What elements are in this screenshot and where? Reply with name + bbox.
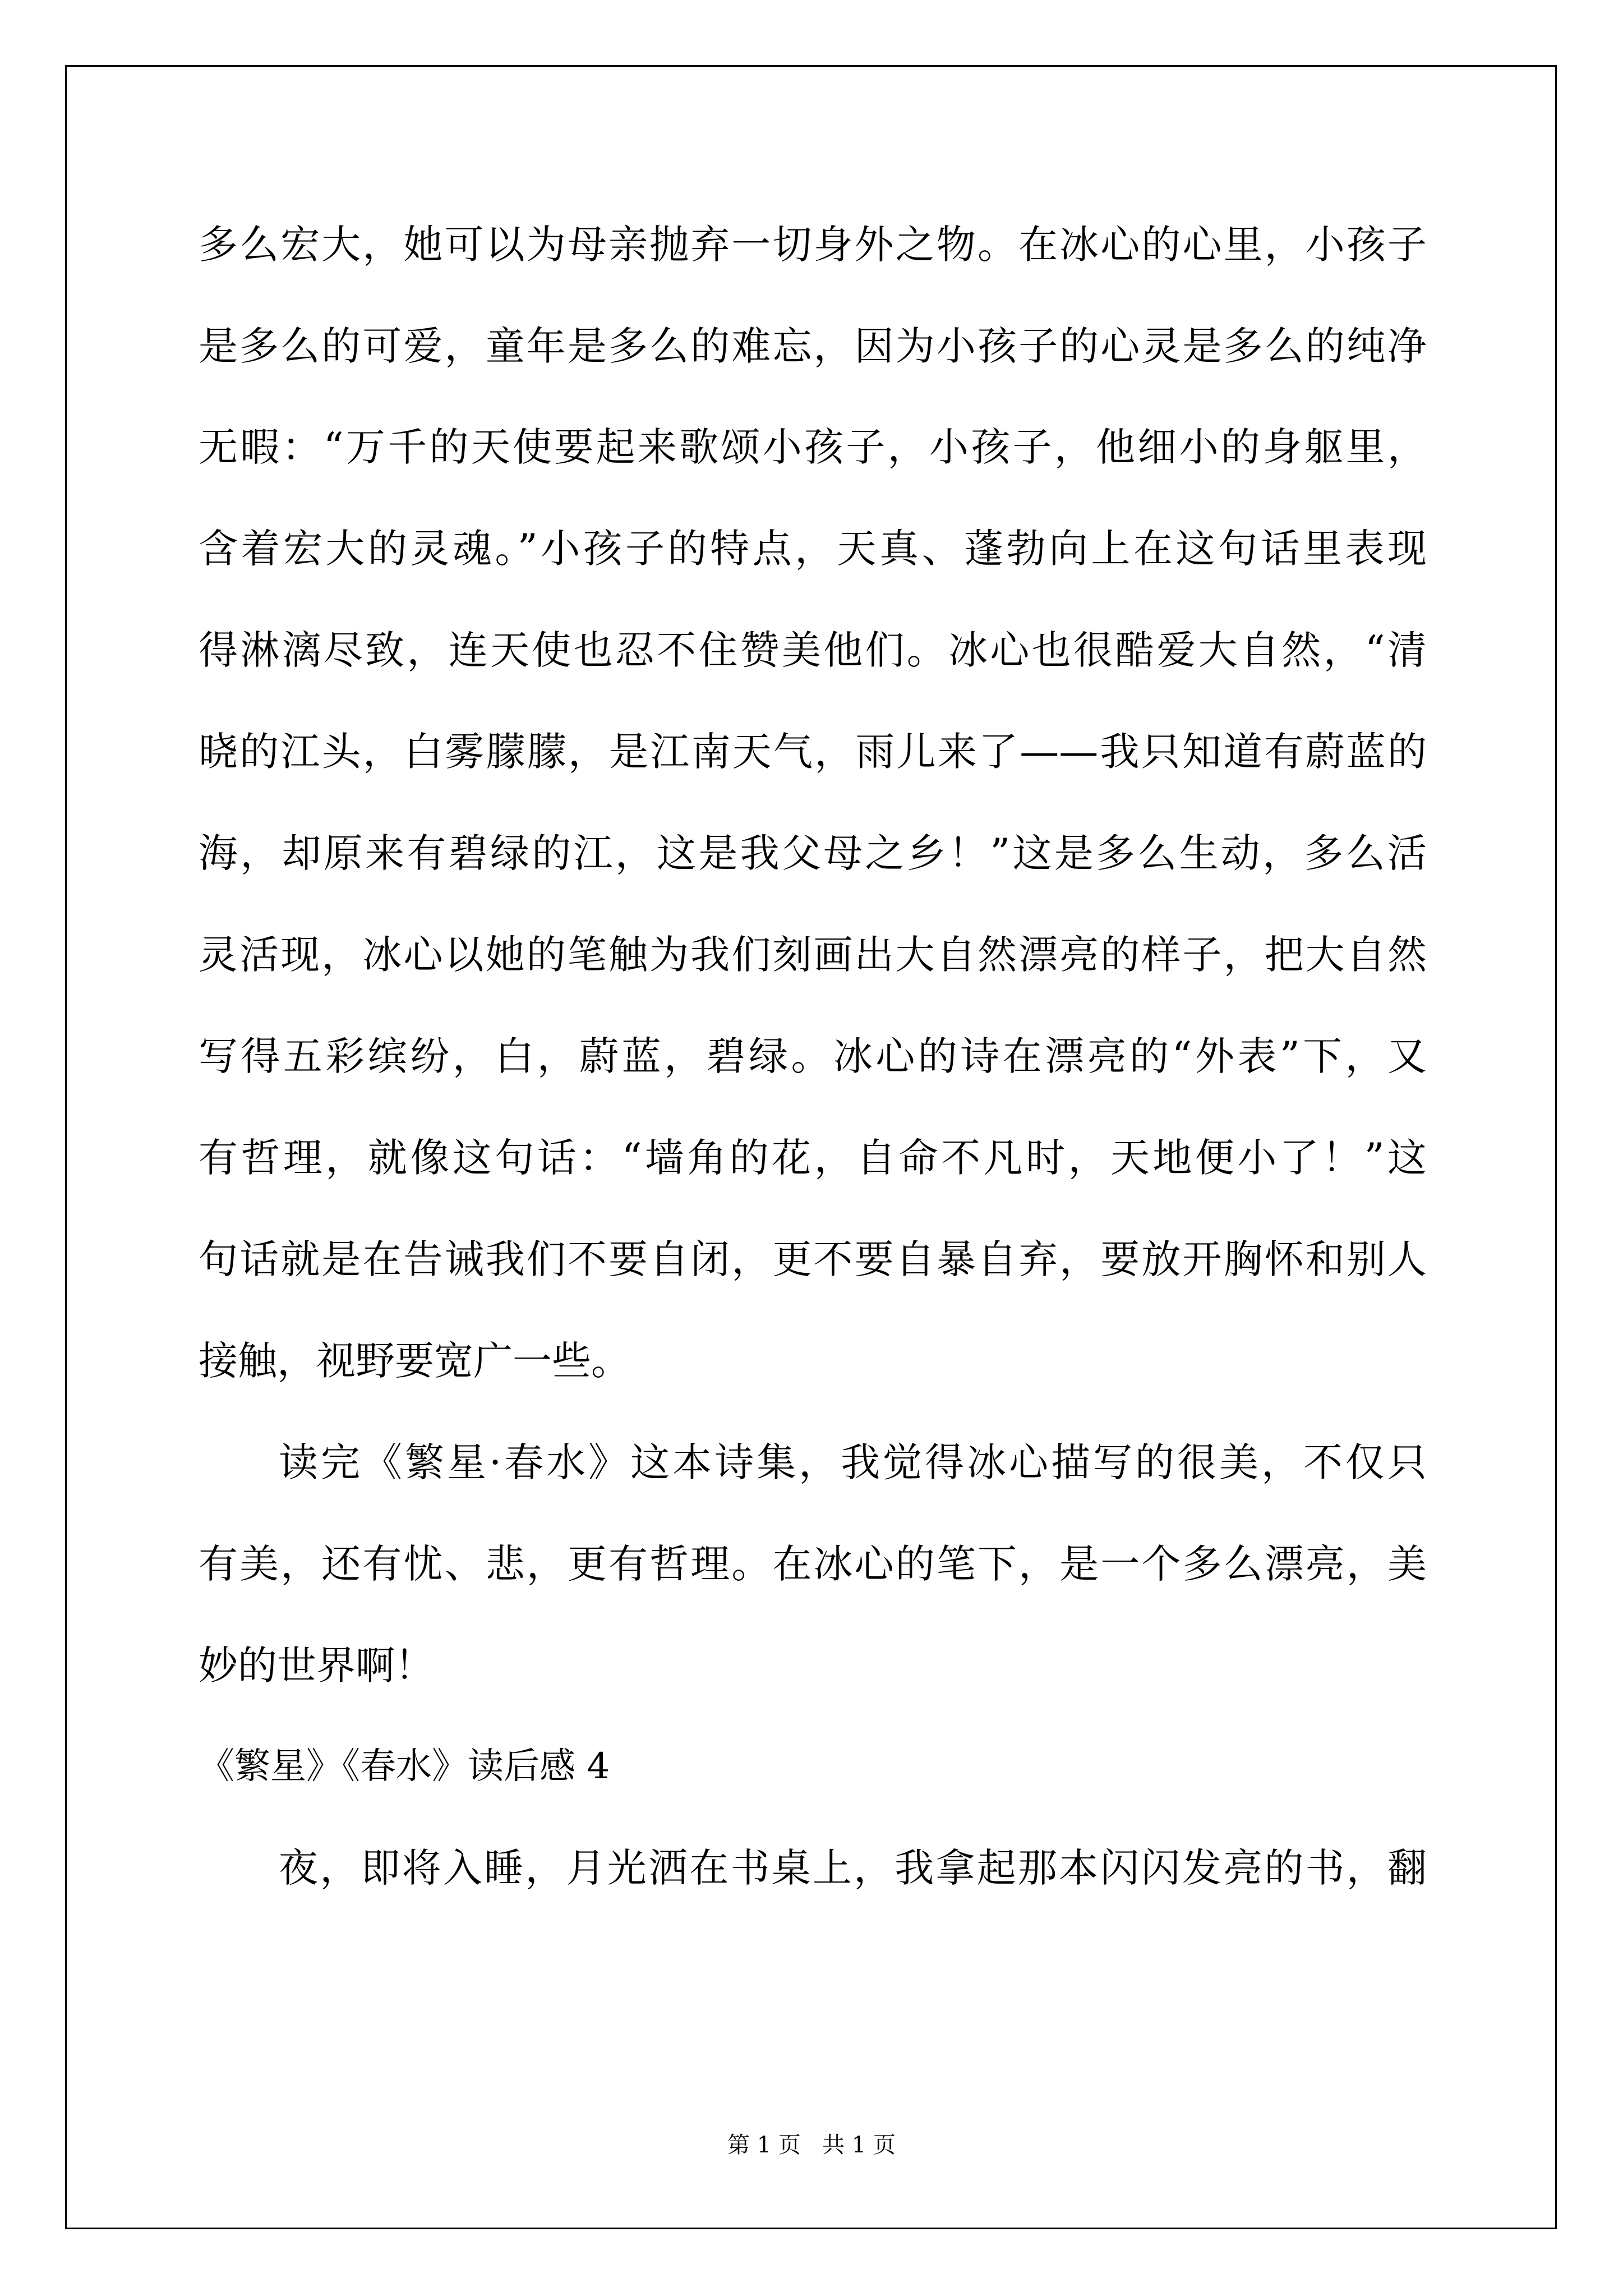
- body-line-16: 夜，即将入睡，月光洒在书桌上，我拿起那本闪闪发亮的书，翻: [279, 1845, 1427, 1891]
- body-line-1: 多么宏大，她可以为母亲抛弃一切身外之物。在冰心的心里，小孩子: [199, 222, 1427, 268]
- body-line-13: 读完《繁星·春水》这本诗集，我觉得冰心描写的很美，不仅只: [279, 1439, 1427, 1485]
- body-line-15: 妙的世界啊！: [199, 1642, 434, 1688]
- body-line-12: 接触，视野要宽广一些。: [199, 1338, 630, 1384]
- body-line-14: 有美，还有忧、悲，更有哲理。在冰心的笔下，是一个多么漂亮，美: [199, 1541, 1427, 1587]
- body-line-10: 有哲理，就像这句话：“墙角的花，自命不凡时，天地便小了！”这: [199, 1135, 1427, 1181]
- body-line-8: 灵活现，冰心以她的笔触为我们刻画出大自然漂亮的样子，把大自然: [199, 932, 1427, 978]
- body-line-6: 晓的江头，白雾朦朦，是江南天气，雨儿来了——我只知道有蔚蓝的: [199, 729, 1427, 775]
- body-line-9: 写得五彩缤纷，白，蔚蓝，碧绿。冰心的诗在漂亮的“外表”下，又: [199, 1033, 1427, 1079]
- body-line-2: 是多么的可爱，童年是多么的难忘，因为小孩子的心灵是多么的纯净: [199, 323, 1427, 369]
- page-footer: 第 1 页 共 1 页: [727, 2132, 896, 2158]
- body-line-5: 得淋漓尽致，连天使也忍不住赞美他们。冰心也很酷爱大自然，“清: [199, 627, 1427, 673]
- body-line-7: 海，却原来有碧绿的江，这是我父母之乡！”这是多么生动，多么活: [199, 830, 1427, 876]
- body-line-4: 含着宏大的灵魂。”小孩子的特点，天真、蓬勃向上在这句话里表现: [199, 526, 1427, 572]
- body-line-11: 句话就是在告诫我们不要自闭，更不要自暴自弃，要放开胸怀和别人: [199, 1236, 1427, 1282]
- section-heading: 《繁星》《春水》读后感 4: [199, 1746, 610, 1787]
- body-line-3: 无暇：“万千的天使要起来歌颂小孩子，小孩子，他细小的身躯里，: [199, 424, 1427, 470]
